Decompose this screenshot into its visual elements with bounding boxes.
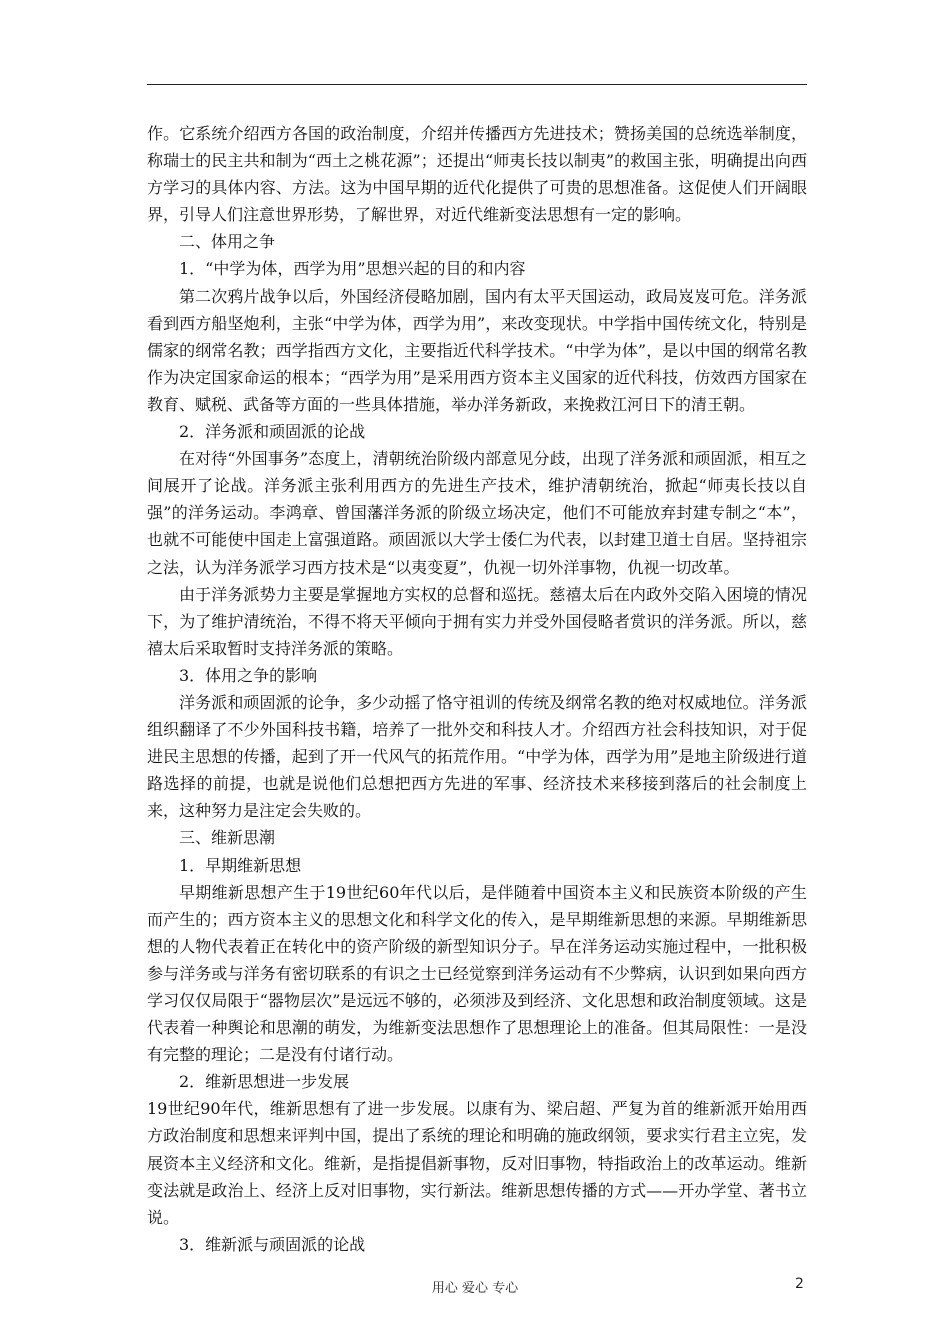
paragraph: 早期维新思想产生于19世纪60年代以后，是伴随着中国资本主义和民族资本阶级的产生而产生的；西方资本主义的思想文化和科学文化的传入，是早期维新思想的来源。早期维新思想的人物代表着正在转化中的资产阶级的新型知识分子。早在洋务运动实施过程中，一批积极参与洋务或与洋务有密切联系的有识之士已经觉察到洋务运动有不少弊病，认识到如果向西方学习仅仅局限于“器物层次”是远远不够的，必须涉及到经济、文化思想和政治制度领域。这是代表着一种舆论和思潮的萌发，为维新变法思想作了思想理论上的准备。但其局限性：一是没有完整的理论；二是没有付诸行动。: [147, 882, 807, 1065]
paragraph: 19世纪90年代，维新思想有了进一步发展。以康有为、梁启超、严复为首的维新派开始用西方政治制度和思想来评判中国，提出了系统的理论和明确的施政纲领，要求实行君主立宪，发展资本主义经济和文化。维新，是指提倡新事物，反对旧事物，特指政治上的改革运动。维新变法就是政治上、经济上反对旧事物，实行新法。维新思想传播的方式——开办学堂、著书立说。: [147, 1099, 807, 1227]
footer-text: 用心 爱心 专心: [431, 1281, 519, 1296]
paragraph: 在对待“外国事务”态度上，清朝统治阶级内部意见分歧，出现了洋务派和顽固派，相互之间展开了论战。洋务派主张利用西方的先进生产技术，维护清朝统治，掀起“师夷长技以自强”的洋务运动。李鸿章、曾国藩洋务派的阶级立场决定，他们不可能放弃封建专制之“本”，也就不可能使中国走上富强道路。顽固派以大学士倭仁为代表，以封建卫道士自居。坚持祖宗之法，认为洋务派学习西方技术是“以夷变夏”，仇视一切外洋事物，仇视一切改革。: [147, 449, 807, 577]
subsection-heading: 3．体用之争的影响: [179, 665, 318, 685]
subsection-heading: 1．早期维新思想: [179, 855, 302, 875]
document-body: [147, 120, 807, 1258]
paragraph: 第二次鸦片战争以后，外国经济侵略加剧，国内有太平天国运动，政局岌岌可危。洋务派看到西方船坚炮利，主张“中学为体，西学为用”，来改变现状。中学指中国传统文化，特别是儒家的纲常名教；西学指西方文化，主要指近代科学技术。“中学为体”，是以中国的纲常名教作为决定国家命运的根本；“西学为用”是采用西方资本主义国家的近代科技，仿效西方国家在教育、赋税、武备等方面的一些具体措施，举办洋务新政，来挽救江河日下的清王朝。: [147, 286, 807, 414]
paragraph: 洋务派和顽固派的论争，多少动摇了恪守祖训的传统及纲常名教的绝对权威地位。洋务派组织翻译了不少外国科技书籍，培养了一批外交和科技人才。介绍西方社会科技知识，对于促进民主思想的传播，起到了开一代风气的拓荒作用。“中学为体，西学为用”是地主阶级进行道路选择的前提，也就是说他们总想把西方先进的军事、经济技术来移接到落后的社会制度上来，这种努力是注定会失败的。: [147, 692, 807, 821]
section-heading: 二、体用之争: [179, 232, 276, 252]
header-rule: [147, 84, 807, 85]
subsection-heading: 3．维新派与顽固派的论战: [179, 1234, 366, 1254]
section-heading: 三、维新思潮: [179, 828, 276, 848]
subsection-heading: 2．洋务派和顽固派的论战: [179, 422, 366, 442]
subsection-heading: 1．“中学为体，西学为用”思想兴起的目的和内容: [179, 259, 526, 279]
paragraph: 作。它系统介绍西方各国的政治制度，介绍并传播西方先进技术；赞扬美国的总统选举制度，称瑞士的民主共和制为“西土之桃花源”；还提出“师夷长技以制夷”的救国主张，明确提出向西方学习的具体内容、方法。这为中国早期的近代化提供了可贵的思想准备。这促使人们开阔眼界，引导人们注意世界形势，了解世界，对近代维新变法思想有一定的影响。: [147, 124, 807, 225]
page-number: 2: [795, 1276, 804, 1292]
subsection-heading: 2．维新思想进一步发展: [179, 1072, 350, 1092]
paragraph: 由于洋务派势力主要是掌握地方实权的总督和巡抚。慈禧太后在内政外交陷入困境的情况下，为了维护清统治，不得不将天平倾向于拥有实力并受外国侵略者赏识的洋务派。所以，慈禧太后采取暂时支持洋务派的策略。: [147, 584, 807, 658]
